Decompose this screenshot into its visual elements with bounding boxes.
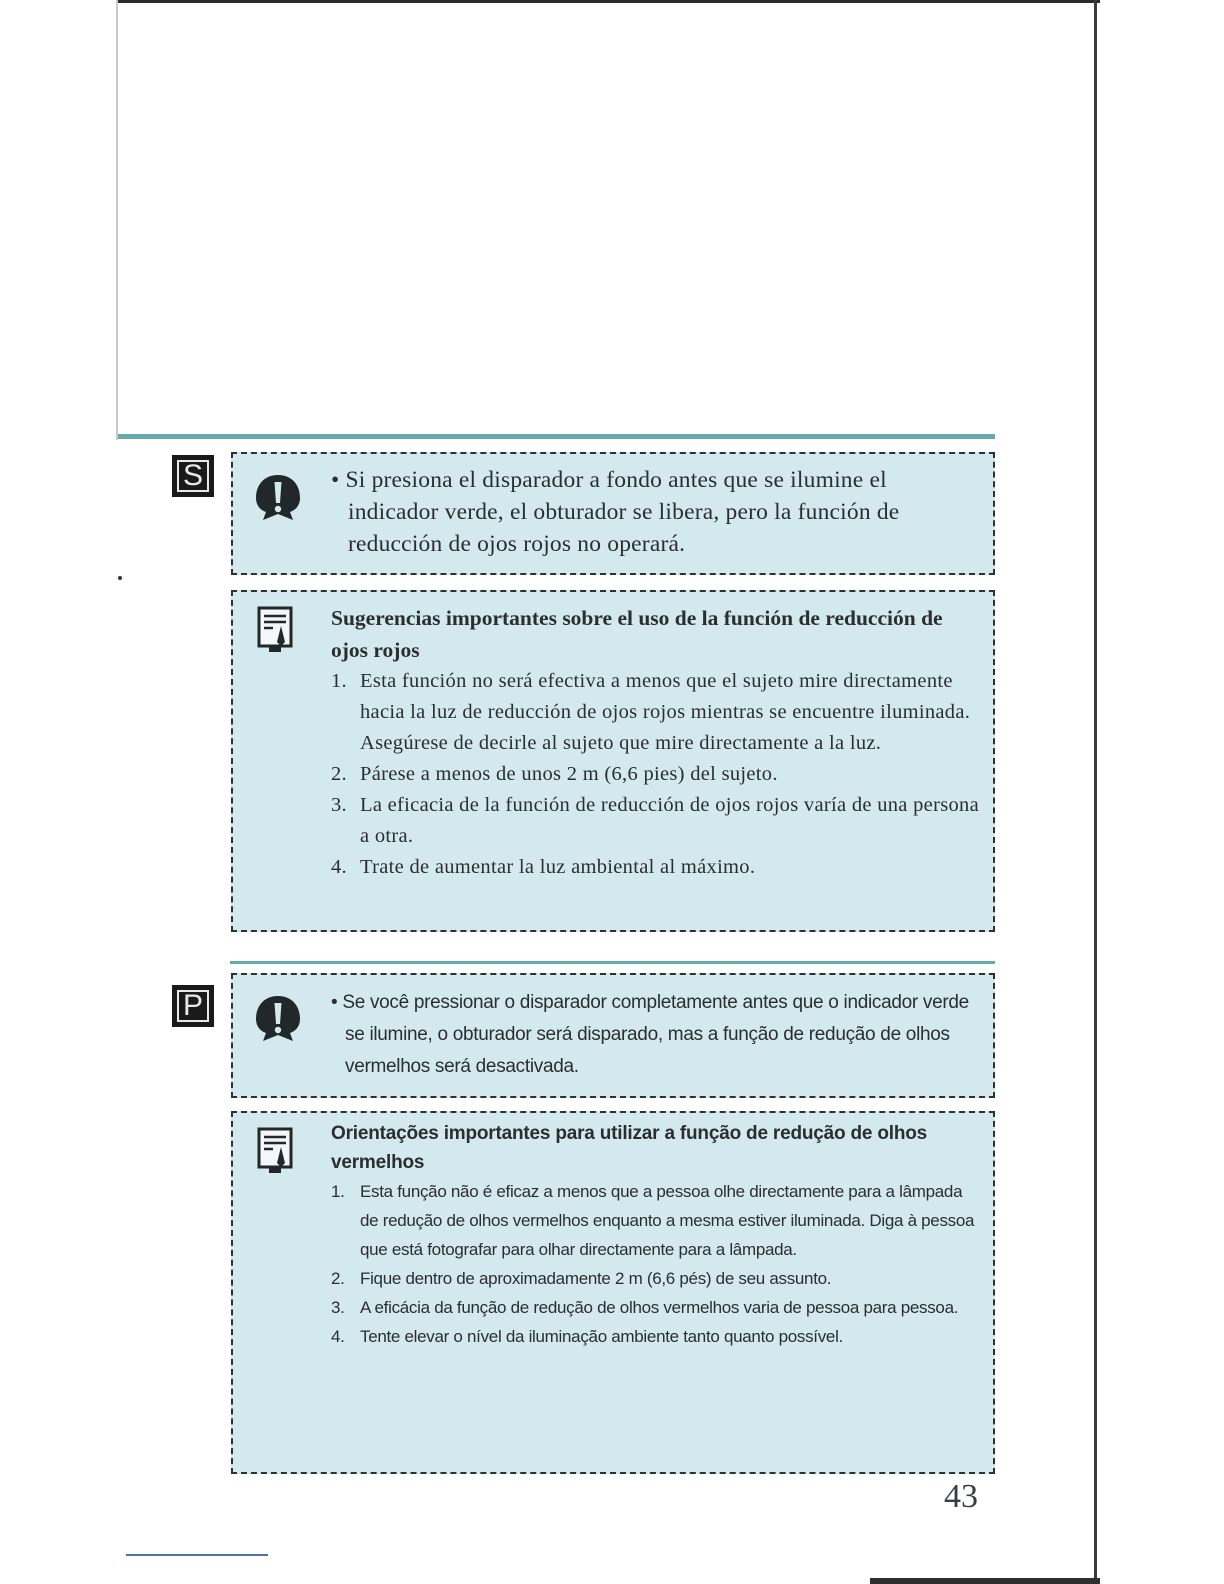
list-item: 1. Esta función no será efectiva a menos que el sujeto mire directamente hacia la luz de reducción de ojos rojos mientras se encuentre iluminada. Asegúrese de decirle al sujeto que mire directamente a la luz. <box>331 670 971 754</box>
page-edge-top <box>116 0 1100 3</box>
portuguese-caution-box <box>231 973 995 1098</box>
caution-icon <box>253 993 303 1043</box>
spanish-caution-box <box>231 452 995 575</box>
list-item: 2. Fique dentro de aproximadamente 2 m (6,6 pés) de seu assunto. <box>331 1269 832 1288</box>
spanish-tips-list <box>331 666 983 883</box>
portuguese-language-badge <box>172 985 214 1027</box>
portuguese-tips-title: Orientações importantes para utilizar a função de redução de olhos vermelhos <box>331 1123 928 1173</box>
spanish-badge-letter: S <box>177 460 209 492</box>
page-edge-left <box>116 0 118 440</box>
portuguese-caution-text: • Se você pressionar o disparador completamente antes que o indicador verde se ilumine, o obturador será disparado, mas a função de redução de olhos vermelhos será desactivada. <box>331 992 969 1077</box>
list-item: 4. Tente elevar o nível da iluminação ambiente tanto quanto possível. <box>331 1327 843 1346</box>
spanish-language-badge <box>172 455 214 497</box>
portuguese-tips-list <box>331 1177 983 1351</box>
spanish-tips-box <box>231 590 995 932</box>
spanish-caution-text: • Si presiona el disparador a fondo antes que se ilumine el indicador verde, el obturador se libera, pero la función de reducción de ojos rojos no operará. <box>331 467 900 557</box>
list-item: 1. Esta função não é eficaz a menos que a pessoa olhe directamente para a lâmpada de redução de olhos vermelhos enquanto a mesma estiver iluminada. Diga à pessoa que está fotografar para olhar directamente para a lâmpada. <box>331 1182 975 1259</box>
list-item: 2. Párese a menos de unos 2 m (6,6 pies) del sujeto. <box>331 763 778 785</box>
caution-icon <box>253 472 303 522</box>
spanish-section-rule <box>118 434 995 439</box>
list-item: 4. Trate de aumentar la luz ambiental al máximo. <box>331 856 756 878</box>
page-edge-bottom <box>870 1578 1100 1584</box>
page-edge-right <box>1094 0 1097 1584</box>
list-item: 3. La eficacia de la función de reducción de ojos rojos varía de una persona a otra. <box>331 794 979 847</box>
memo-icon <box>257 1127 293 1175</box>
page-number: 43 <box>944 1478 978 1515</box>
scan-speck <box>118 576 122 580</box>
spanish-tips-title: Sugerencias importantes sobre el uso de la función de reducción de ojos rojos <box>331 606 943 662</box>
list-item: 3. A eficácia da função de redução de olhos vermelhos varia de pessoa para pessoa. <box>331 1298 959 1317</box>
bottom-underline <box>126 1554 268 1556</box>
portuguese-section-rule <box>230 961 995 964</box>
portuguese-tips-box <box>231 1111 995 1474</box>
portuguese-badge-letter: P <box>177 990 209 1022</box>
memo-icon <box>257 606 293 654</box>
